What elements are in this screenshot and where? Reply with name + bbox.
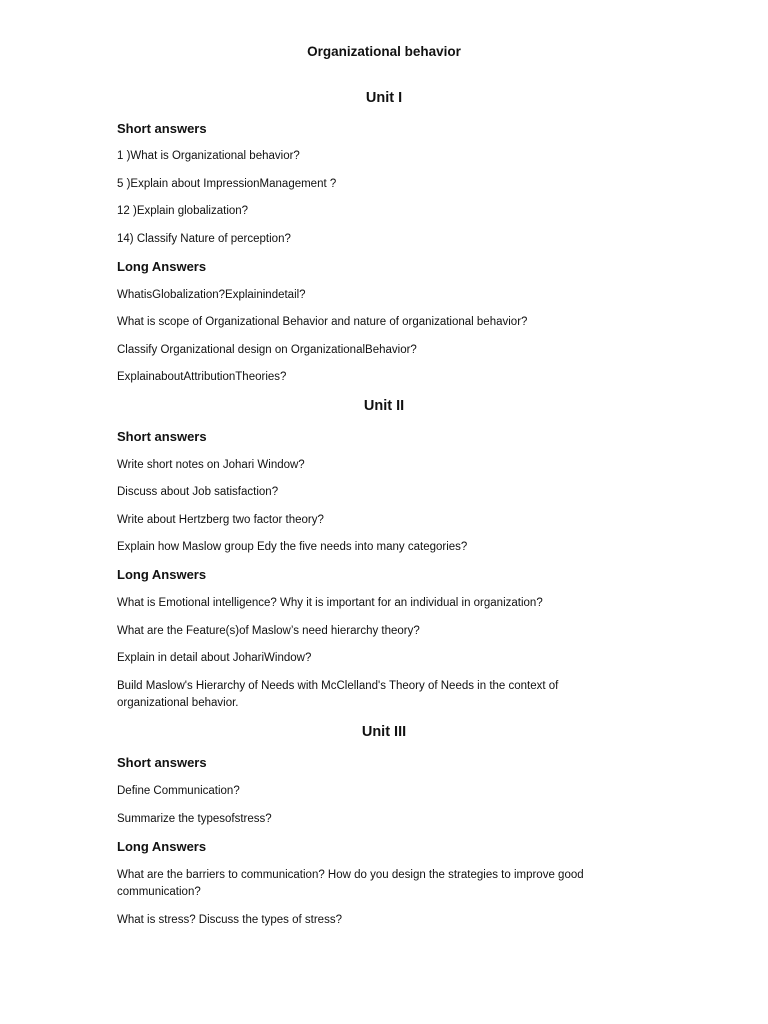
unit-2-short-question-3: Write about Hertzberg two factor theory? <box>117 514 324 526</box>
unit-3-short-question-1: Define Communication? <box>117 785 240 797</box>
unit-1-short-question-4: 14) Classify Nature of perception? <box>117 233 291 245</box>
unit-1-long-question-3: Classify Organizational design on OrganizationalBehavior? <box>117 344 417 356</box>
unit-1-long-question-4: ExplainaboutAttributionTheories? <box>117 371 287 383</box>
unit-1-short-question-3: 12 )Explain globalization? <box>117 205 249 217</box>
unit-1-short-answers-heading: Short answers <box>117 121 207 136</box>
unit-3-long-answers-heading: Long Answers <box>117 839 207 854</box>
unit-2-short-question-2: Discuss about Job satisfaction? <box>117 486 279 498</box>
unit-2-long-question-2: What are the Feature(s)of Maslow’s need hierarchy theory? <box>117 625 420 637</box>
unit-3-long-question-1: What are the barriers to communication? How do you design the strategies to improve good communication? <box>117 869 584 898</box>
unit-2-short-question-4: Explain how Maslow group Edy the five needs into many categories? <box>117 541 468 553</box>
unit-1-short-question-2: 5 )Explain about ImpressionManagement ? <box>117 178 337 190</box>
unit-1-heading: Unit I <box>365 90 403 106</box>
unit-2-long-answers-heading: Long Answers <box>117 567 207 582</box>
unit-3-short-question-2: Summarize the typesofstress? <box>117 813 272 825</box>
unit-2-long-question-3: Explain in detail about JohariWindow? <box>117 652 312 664</box>
unit-3-long-question-2: What is stress? Discuss the types of stress? <box>117 914 342 926</box>
unit-1-long-question-2: What is scope of Organizational Behavior and nature of organizational behavior? <box>117 316 528 328</box>
unit-2-long-question-1: What is Emotional intelligence? Why it is important for an individual in organization? <box>117 597 543 609</box>
unit-2-short-answers-heading: Short answers <box>117 429 207 444</box>
unit-2-heading: Unit II <box>363 398 405 414</box>
unit-1-long-answers-heading: Long Answers <box>117 259 207 274</box>
unit-2-long-question-4: Build Maslow's Hierarchy of Needs with McClelland's Theory of Needs in the context of organizational behavior. <box>117 680 559 709</box>
unit-2-short-question-1: Write short notes on Johari Window? <box>117 459 305 471</box>
document-title: Organizational behavior <box>307 44 461 59</box>
unit-1-short-question-1: 1 )What is Organizational behavior? <box>117 150 300 162</box>
unit-3-short-answers-heading: Short answers <box>117 755 207 770</box>
unit-3-heading: Unit III <box>361 724 407 740</box>
unit-1-long-question-1: WhatisGlobalization?Explainindetail? <box>117 289 306 301</box>
